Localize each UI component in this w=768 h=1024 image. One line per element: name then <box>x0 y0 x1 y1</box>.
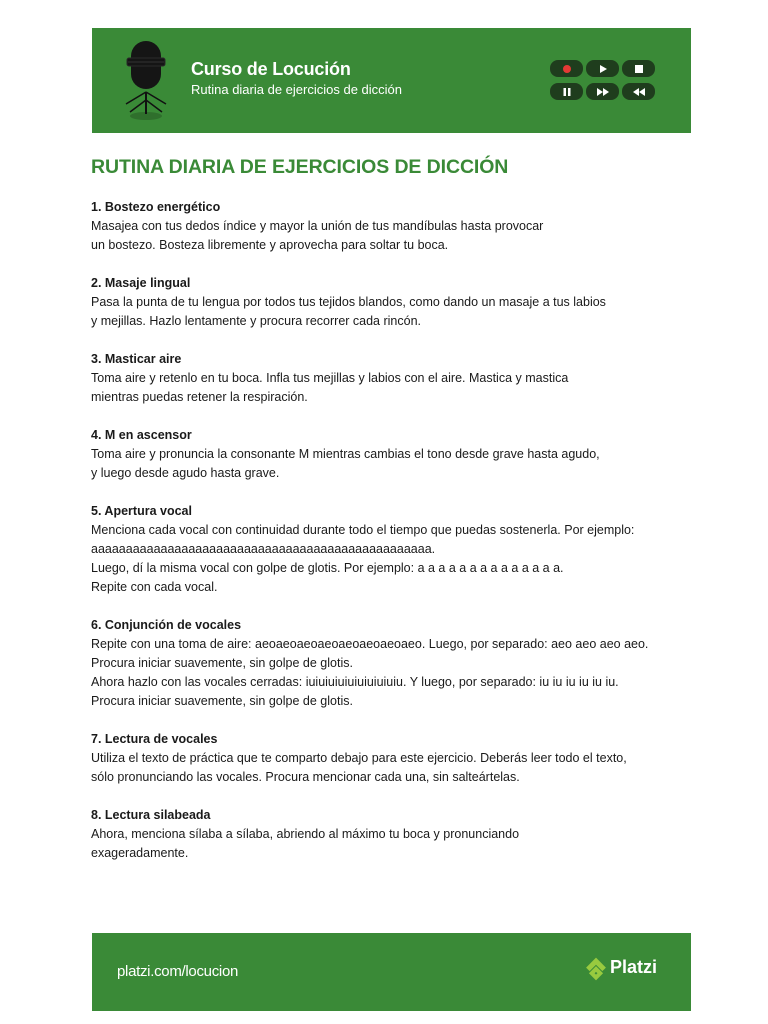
exercise-text: mientras puedas retener la respiración. <box>91 390 308 404</box>
exercise-title: 3. Masticar aire <box>91 352 182 366</box>
exercise-section <box>91 274 691 331</box>
rewind-button[interactable] <box>622 83 655 100</box>
exercise-text: Toma aire y retenlo en tu boca. Infla tus mejillas y labios con el aire. Mastica y mastica <box>91 371 569 385</box>
page-title: RUTINA DIARIA DE EJERCICIOS DE DICCIÓN <box>91 156 509 178</box>
exercise-text: aaaaaaaaaaaaaaaaaaaaaaaaaaaaaaaaaaaaaaaaaaaaaaaaa. <box>91 542 436 556</box>
exercise-section <box>91 806 691 863</box>
exercise-section <box>91 616 691 711</box>
exercise-title: 5. Apertura vocal <box>91 504 192 518</box>
exercise-section <box>91 730 691 787</box>
exercise-text: un bostezo. Bosteza libremente y aprovecha para soltar tu boca. <box>91 238 449 252</box>
fast-forward-button[interactable] <box>586 83 619 100</box>
exercise-text: y luego desde agudo hasta grave. <box>91 466 280 480</box>
exercise-text: Ahora hazlo con las vocales cerradas: iuiuiuiuiuiuiuiuiuiu. Y luego, por separado: iu iu iu iu iu iu. <box>91 675 619 689</box>
play-button[interactable] <box>586 60 619 77</box>
exercise-section <box>91 350 691 407</box>
stop-button[interactable] <box>622 60 655 77</box>
exercise-text: Ahora, menciona sílaba a sílaba, abriendo al máximo tu boca y pronunciando <box>91 827 520 841</box>
exercise-text: Masajea con tus dedos índice y mayor la unión de tus mandíbulas hasta provocar <box>91 219 544 233</box>
exercise-text: Pasa la punta de tu lengua por todos tus tejidos blandos, como dando un masaje a tus labios <box>91 295 606 309</box>
exercise-text: exageradamente. <box>91 846 189 860</box>
footer-url-link[interactable]: platzi.com/locucion <box>117 963 239 980</box>
exercise-title: 2. Masaje lingual <box>91 276 191 290</box>
exercise-section <box>91 426 691 483</box>
pause-icon <box>562 87 572 97</box>
exercise-section <box>91 502 691 597</box>
exercise-text: Repite con cada vocal. <box>91 580 218 594</box>
platzi-brand-name: Platzi <box>610 957 658 977</box>
exercise-text: Menciona cada vocal con continuidad durante todo el tiempo que puedas sostenerla. Por ejemplo: <box>91 523 635 537</box>
rewind-icon <box>632 87 646 97</box>
exercise-text: Toma aire y pronuncia la consonante M mientras cambias el tono desde grave hasta agudo, <box>91 447 600 461</box>
pause-button[interactable] <box>550 83 583 100</box>
media-controls <box>550 60 656 102</box>
play-icon <box>598 64 608 74</box>
exercise-title: 4. M en ascensor <box>91 428 192 442</box>
fast-forward-icon <box>596 87 610 97</box>
exercise-title: 6. Conjunción de vocales <box>91 618 242 632</box>
exercise-text: Repite con una toma de aire: aeoaeoaeoaeoaeoaeoaeoaeo. Luego, por separado: aeo aeo aeo aeo. <box>91 637 649 651</box>
exercise-title: 1. Bostezo energético <box>91 200 221 214</box>
exercise-text: sólo pronunciando las vocales. Procura mencionar cada una, sin salteártelas. <box>91 770 520 784</box>
exercise-section <box>91 198 691 255</box>
exercise-text: Luego, dí la misma vocal con golpe de glotis. Por ejemplo: a a a a a a a a a a a a a a. <box>91 561 564 575</box>
course-title: Curso de Locución <box>191 59 351 79</box>
record-button[interactable] <box>550 60 583 77</box>
stop-icon <box>634 64 644 74</box>
exercise-text: y mejillas. Hazlo lentamente y procura recorrer cada rincón. <box>91 314 421 328</box>
exercise-text: Procura iniciar suavemente, sin golpe de glotis. <box>91 656 353 670</box>
course-subtitle: Rutina diaria de ejercicios de dicción <box>191 82 403 97</box>
exercise-text: Procura iniciar suavemente, sin golpe de glotis. <box>91 694 353 708</box>
exercise-title: 8. Lectura silabeada <box>91 808 211 822</box>
record-icon <box>562 64 572 74</box>
microphone-icon <box>118 40 174 122</box>
exercise-title: 7. Lectura de vocales <box>91 732 218 746</box>
exercise-text: Utiliza el texto de práctica que te comparto debajo para este ejercicio. Deberás leer todo el texto, <box>91 751 627 765</box>
exercise-list <box>91 198 691 882</box>
